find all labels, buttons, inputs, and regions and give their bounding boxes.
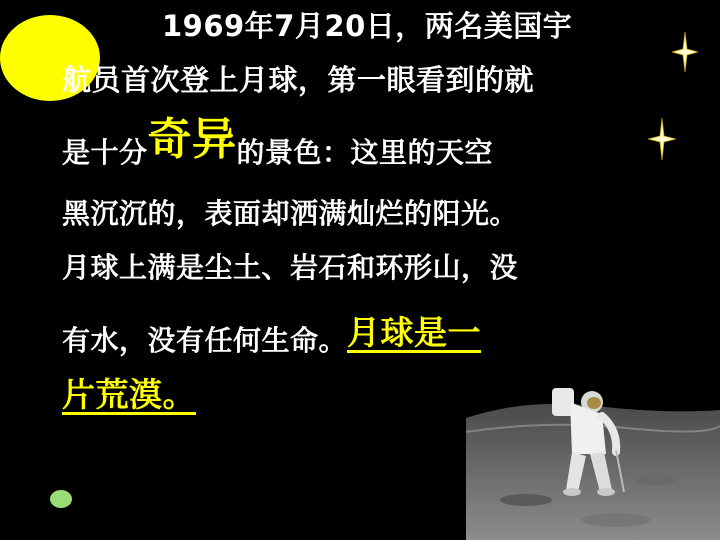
text-line-3 bbox=[62, 114, 494, 169]
text-line-7 bbox=[62, 375, 196, 414]
emphasis-desert-2: 片荒漠。 bbox=[62, 375, 196, 414]
text-line-6 bbox=[62, 313, 482, 357]
text-line-6-start: 有水，没有任何生命。 bbox=[62, 324, 348, 357]
green-dot-icon bbox=[50, 490, 72, 508]
sparkle-icon bbox=[648, 118, 676, 160]
text-line-5: 月球上满是尘土、岩石和环形山，没 bbox=[62, 251, 519, 284]
emphasis-desert-1: 月球是一 bbox=[347, 313, 482, 352]
astronaut-moon-photo bbox=[466, 380, 720, 540]
text-line-3-end: 的景色：这里的天空 bbox=[236, 136, 494, 169]
text-line-3-start: 是十分 bbox=[62, 136, 148, 169]
text-line-1: 1969年7月20日，两名美国宇 bbox=[162, 9, 573, 43]
text-line-4: 黑沉沉的，表面却洒满灿烂的阳光。 bbox=[62, 197, 519, 230]
emphasis-strange: 奇异 bbox=[147, 114, 237, 165]
text-line-2: 航员首次登上月球，第一眼看到的就 bbox=[62, 63, 535, 97]
sparkle-icon bbox=[672, 32, 698, 72]
